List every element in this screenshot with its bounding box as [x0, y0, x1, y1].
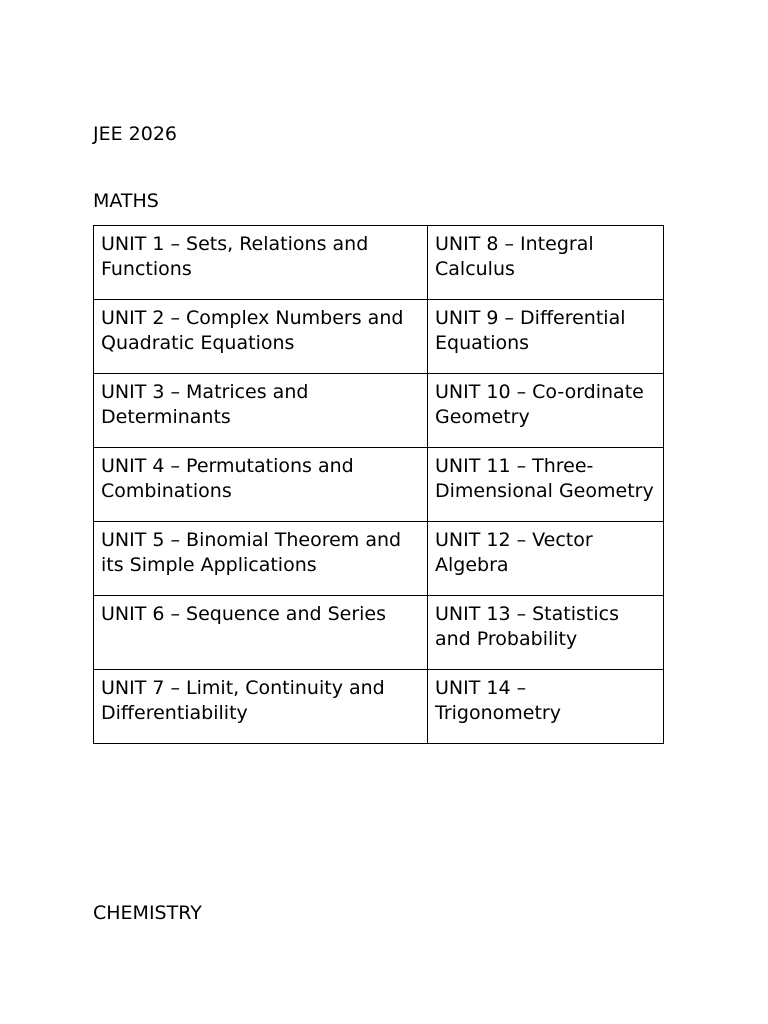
table-row: [94, 596, 664, 670]
document-title: JEE 2026: [93, 123, 178, 145]
table-row: [94, 374, 664, 448]
unit-cell: UNIT 4 – Permutations and Combinations: [94, 448, 428, 522]
maths-heading: MATHS: [93, 190, 159, 212]
chemistry-heading: CHEMISTRY: [93, 902, 202, 924]
unit-cell: UNIT 1 – Sets, Relations and Functions: [94, 226, 428, 300]
unit-cell: UNIT 7 – Limit, Continuity and Differentiability: [94, 670, 428, 744]
unit-cell: UNIT 8 – Integral Calculus: [428, 226, 664, 300]
unit-cell: UNIT 6 – Sequence and Series: [94, 596, 428, 670]
unit-cell: UNIT 13 – Statistics and Probability: [428, 596, 664, 670]
maths-units-table: [93, 225, 664, 744]
table-row: [94, 670, 664, 744]
unit-cell: UNIT 2 – Complex Numbers and Quadratic Equations: [94, 300, 428, 374]
unit-cell: UNIT 11 – Three-Dimensional Geometry: [428, 448, 664, 522]
unit-cell: UNIT 9 – Differential Equations: [428, 300, 664, 374]
table-row: [94, 226, 664, 300]
unit-cell: UNIT 3 – Matrices and Determinants: [94, 374, 428, 448]
table-row: [94, 300, 664, 374]
table-row: [94, 522, 664, 596]
unit-cell: UNIT 10 – Co-ordinate Geometry: [428, 374, 664, 448]
unit-cell: UNIT 12 – Vector Algebra: [428, 522, 664, 596]
unit-cell: UNIT 5 – Binomial Theorem and its Simple Applications: [94, 522, 428, 596]
table-row: [94, 448, 664, 522]
unit-cell: UNIT 14 – Trigonometry: [428, 670, 664, 744]
